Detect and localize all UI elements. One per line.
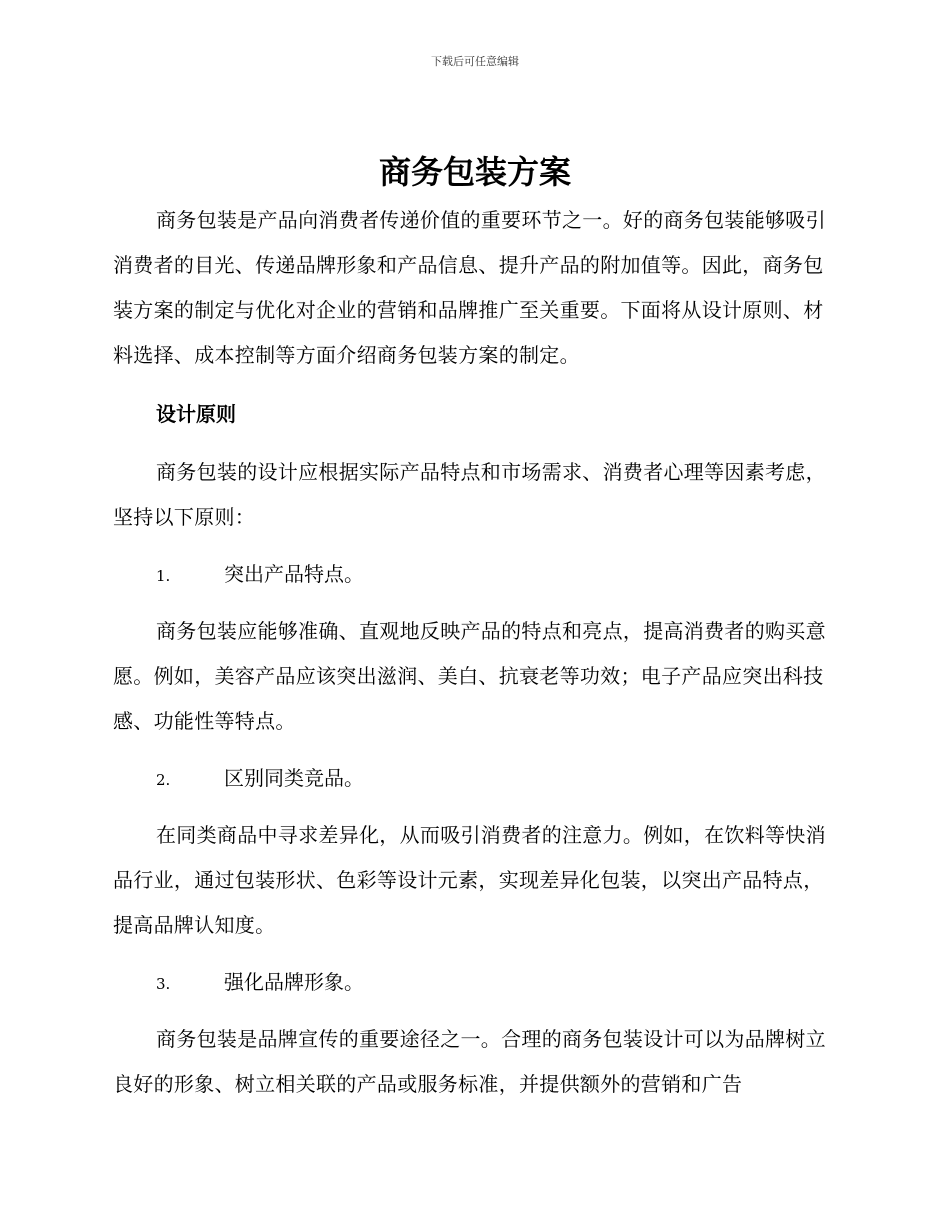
list-item-3 xyxy=(156,967,364,997)
document-title: 商务包装方案 xyxy=(378,153,571,191)
section-lead-paragraph: 商务包装的设计应根据实际产品特点和市场需求、消费者心理等因素考虑，坚持以下原则： xyxy=(113,460,826,529)
list-item-label: 强化品牌形象。 xyxy=(224,970,364,994)
section-heading-design-principles: 设计原则 xyxy=(156,402,236,426)
list-item-3-paragraph: 商务包装是品牌宣传的重要途径之一。合理的商务包装设计可以为品牌树立良好的形象、树立相关联的产品或服务标准，并提供额外的营销和广告 xyxy=(113,1027,826,1096)
list-number: 1. xyxy=(156,567,171,585)
list-number: 3. xyxy=(156,975,171,993)
list-item-2-paragraph: 在同类商品中寻求差异化，从而吸引消费者的注意力。例如，在饮料等快消品行业，通过包装形状、色彩等设计元素，实现差异化包装，以突出产品特点，提高品牌认知度。 xyxy=(113,823,826,937)
header-note: 下载后可任意编辑 xyxy=(431,55,519,68)
list-item-label: 突出产品特点。 xyxy=(224,562,364,586)
list-item-1-paragraph: 商务包装应能够准确、直观地反映产品的特点和亮点，提高消费者的购买意愿。例如，美容产品应该突出滋润、美白、抗衰老等功效；电子产品应突出科技感、功能性等特点。 xyxy=(113,619,826,733)
list-number: 2. xyxy=(156,771,171,789)
intro-paragraph: 商务包装是产品向消费者传递价值的重要环节之一。好的商务包装能够吸引消费者的目光、传递品牌形象和产品信息、提升产品的附加值等。因此，商务包装方案的制定与优化对企业的营销和品牌推广至关重要。下面将从设计原则、材料选择、成本控制等方面介绍商务包装方案的制定。 xyxy=(113,208,826,367)
list-item-1 xyxy=(156,559,364,589)
list-item-2 xyxy=(156,763,364,793)
list-item-label: 区别同类竞品。 xyxy=(224,766,364,790)
